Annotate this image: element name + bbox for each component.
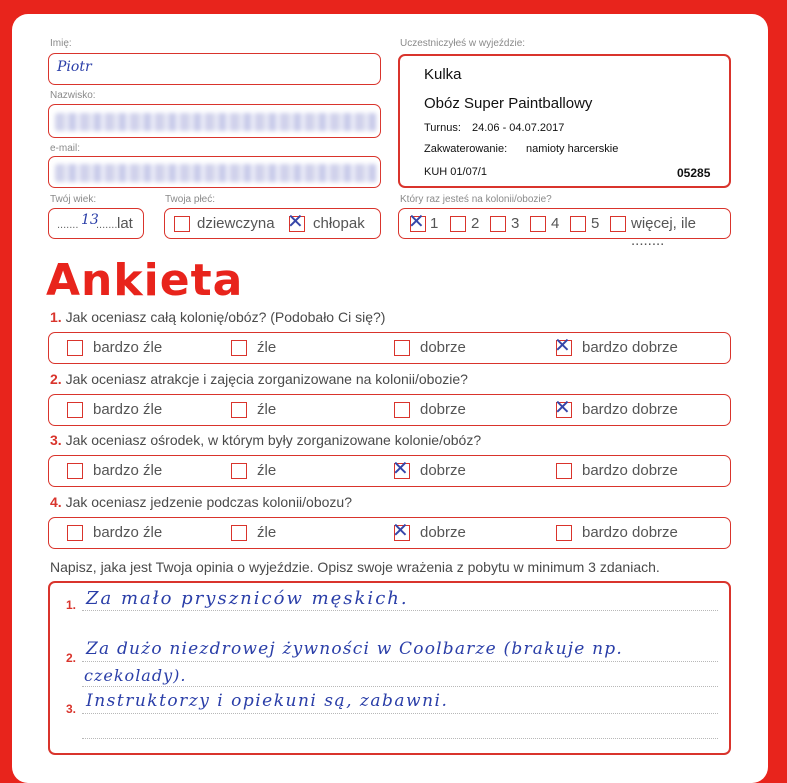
- times-field: ✕ 1 2 3 4 5 więcej, ile ........: [398, 208, 731, 239]
- rating-option-good: dobrze: [420, 339, 466, 356]
- rating-option-very-bad: bardzo źle: [93, 462, 163, 479]
- accommodation-label: Zakwaterowanie:: [424, 143, 508, 155]
- times-checkbox-1[interactable]: [408, 209, 426, 233]
- rating-checkbox-bad[interactable]: [231, 340, 247, 356]
- question-1: [50, 309, 385, 325]
- times-checkbox-3[interactable]: [490, 216, 506, 232]
- camp-label: Uczestniczyłeś w wyjeździe:: [400, 38, 526, 49]
- rating-option-very-good: bardzo dobrze: [582, 462, 678, 479]
- rating-checkbox-bad[interactable]: [231, 463, 247, 479]
- rating-option-very-bad: bardzo źle: [93, 401, 163, 418]
- rating-option-very-bad: bardzo źle: [93, 339, 163, 356]
- camp-number: 05285: [677, 166, 711, 180]
- opinion-line-2: Za dużo niezdrowej żywności w Coolbarze (brakuje np.: [86, 639, 623, 659]
- email-label: e-mail:: [50, 143, 81, 154]
- gender-option-female: dziewczyna: [197, 215, 275, 232]
- rating-option-good: dobrze: [420, 524, 466, 541]
- rating-option-good: dobrze: [420, 462, 466, 479]
- rating-checkbox-very-bad[interactable]: [67, 525, 83, 541]
- rating-option-bad: źle: [257, 339, 277, 356]
- rating-checkbox-very-bad[interactable]: [67, 340, 83, 356]
- redacted-surname: [55, 113, 377, 131]
- opinion-box[interactable]: 1. Za mało pryszniców męskich. 2. Za dużo niezdrowej żywności w Coolbarze (brakuje np. czekolady). 3. Instruktorzy i opiekuni są, zabawni.: [48, 581, 731, 755]
- rating-checkbox-good[interactable]: [394, 340, 410, 356]
- question-number: 4.: [50, 494, 62, 510]
- name-label: Imię:: [50, 38, 72, 49]
- camp-info-box: [398, 54, 731, 188]
- gender-checkbox-male[interactable]: [287, 209, 305, 233]
- question-1-options: [48, 332, 731, 364]
- rating-option-very-good: bardzo dobrze: [582, 339, 678, 356]
- question-text: Jak oceniasz całą kolonię/obóz? (Podobało Ci się?): [65, 309, 386, 325]
- question-number: 2.: [50, 371, 62, 387]
- rating-checkbox-bad[interactable]: [231, 525, 247, 541]
- opinion-prompt: Napisz, jaka jest Twoja opinia o wyjeździe. Opisz swoje wrażenia z pobytu w minimum 3 zdaniach.: [50, 559, 660, 575]
- rating-checkbox-very-good[interactable]: [554, 333, 572, 357]
- turnus-label: Turnus:: [424, 122, 461, 134]
- redacted-email: [55, 164, 377, 182]
- check-mark-icon: ✕: [554, 395, 571, 419]
- rating-checkbox-very-good[interactable]: [556, 525, 572, 541]
- rating-option-bad: źle: [257, 401, 277, 418]
- rating-checkbox-good[interactable]: [392, 518, 410, 542]
- times-label: Który raz jesteś na kolonii/obozie?: [400, 194, 552, 205]
- rating-option-bad: źle: [257, 462, 277, 479]
- check-mark-icon: ✕: [554, 333, 571, 357]
- opinion-line-1: Za mało pryszniców męskich.: [86, 588, 409, 609]
- check-mark-icon: ✕: [392, 518, 409, 542]
- times-checkbox-4[interactable]: [530, 216, 546, 232]
- rating-option-bad: źle: [257, 524, 277, 541]
- gender-checkbox-female[interactable]: [174, 216, 190, 232]
- gender-option-male: chłopak: [313, 215, 365, 232]
- rating-option-good: dobrze: [420, 401, 466, 418]
- times-checkbox-5[interactable]: [570, 216, 586, 232]
- rating-checkbox-very-good[interactable]: [556, 463, 572, 479]
- rating-option-very-bad: bardzo źle: [93, 524, 163, 541]
- accommodation-value: namioty harcerskie: [526, 143, 619, 155]
- camp-code: KUH 01/07/1: [424, 166, 487, 178]
- question-text: Jak oceniasz atrakcje i zajęcia zorganizowane na kolonii/obozie?: [65, 371, 468, 387]
- rating-checkbox-bad[interactable]: [231, 402, 247, 418]
- rating-checkbox-good[interactable]: [394, 402, 410, 418]
- times-checkbox-2[interactable]: [450, 216, 466, 232]
- camp-name: Kulka: [424, 66, 462, 83]
- rating-checkbox-very-bad[interactable]: [67, 463, 83, 479]
- gender-label: Twoja płeć:: [165, 194, 216, 205]
- surname-field[interactable]: [48, 104, 381, 138]
- question-2-options: [48, 394, 731, 426]
- name-value: Piotr: [57, 59, 92, 75]
- age-unit: lat: [117, 215, 133, 232]
- camp-title: Obóz Super Paintballowy: [424, 95, 593, 112]
- page-title: Ankieta: [46, 255, 244, 306]
- age-label: Twój wiek:: [50, 194, 97, 205]
- opinion-line-2-cont: czekolady).: [84, 666, 187, 685]
- question-4-options: [48, 517, 731, 549]
- gender-field: [164, 208, 381, 239]
- question-4: [50, 494, 352, 510]
- turnus-value: 24.06 - 04.07.2017: [472, 122, 565, 134]
- rating-checkbox-very-bad[interactable]: [67, 402, 83, 418]
- question-3-options: [48, 455, 731, 487]
- question-text: Jak oceniasz ośrodek, w którym były zorganizowane kolonie/obóz?: [65, 432, 482, 448]
- question-number: 1.: [50, 309, 62, 325]
- rating-option-very-good: bardzo dobrze: [582, 401, 678, 418]
- times-checkbox-more[interactable]: [610, 216, 626, 232]
- check-mark-icon: ✕: [408, 209, 425, 233]
- rating-checkbox-good[interactable]: [392, 456, 410, 480]
- email-field[interactable]: [48, 156, 381, 188]
- check-mark-icon: ✕: [392, 456, 409, 480]
- question-2: [50, 371, 468, 387]
- surname-label: Nazwisko:: [50, 90, 96, 101]
- name-field[interactable]: [48, 53, 381, 85]
- age-value: 13: [81, 212, 99, 228]
- question-number: 3.: [50, 432, 62, 448]
- question-text: Jak oceniasz jedzenie podczas kolonii/obozu?: [65, 494, 352, 510]
- check-mark-icon: ✕: [287, 209, 304, 233]
- opinion-line-3: Instruktorzy i opiekuni są, zabawni.: [86, 691, 449, 711]
- age-field[interactable]: ....... 13 ......... lat: [48, 208, 144, 239]
- rating-checkbox-very-good[interactable]: [554, 395, 572, 419]
- rating-option-very-good: bardzo dobrze: [582, 524, 678, 541]
- question-3: [50, 432, 481, 448]
